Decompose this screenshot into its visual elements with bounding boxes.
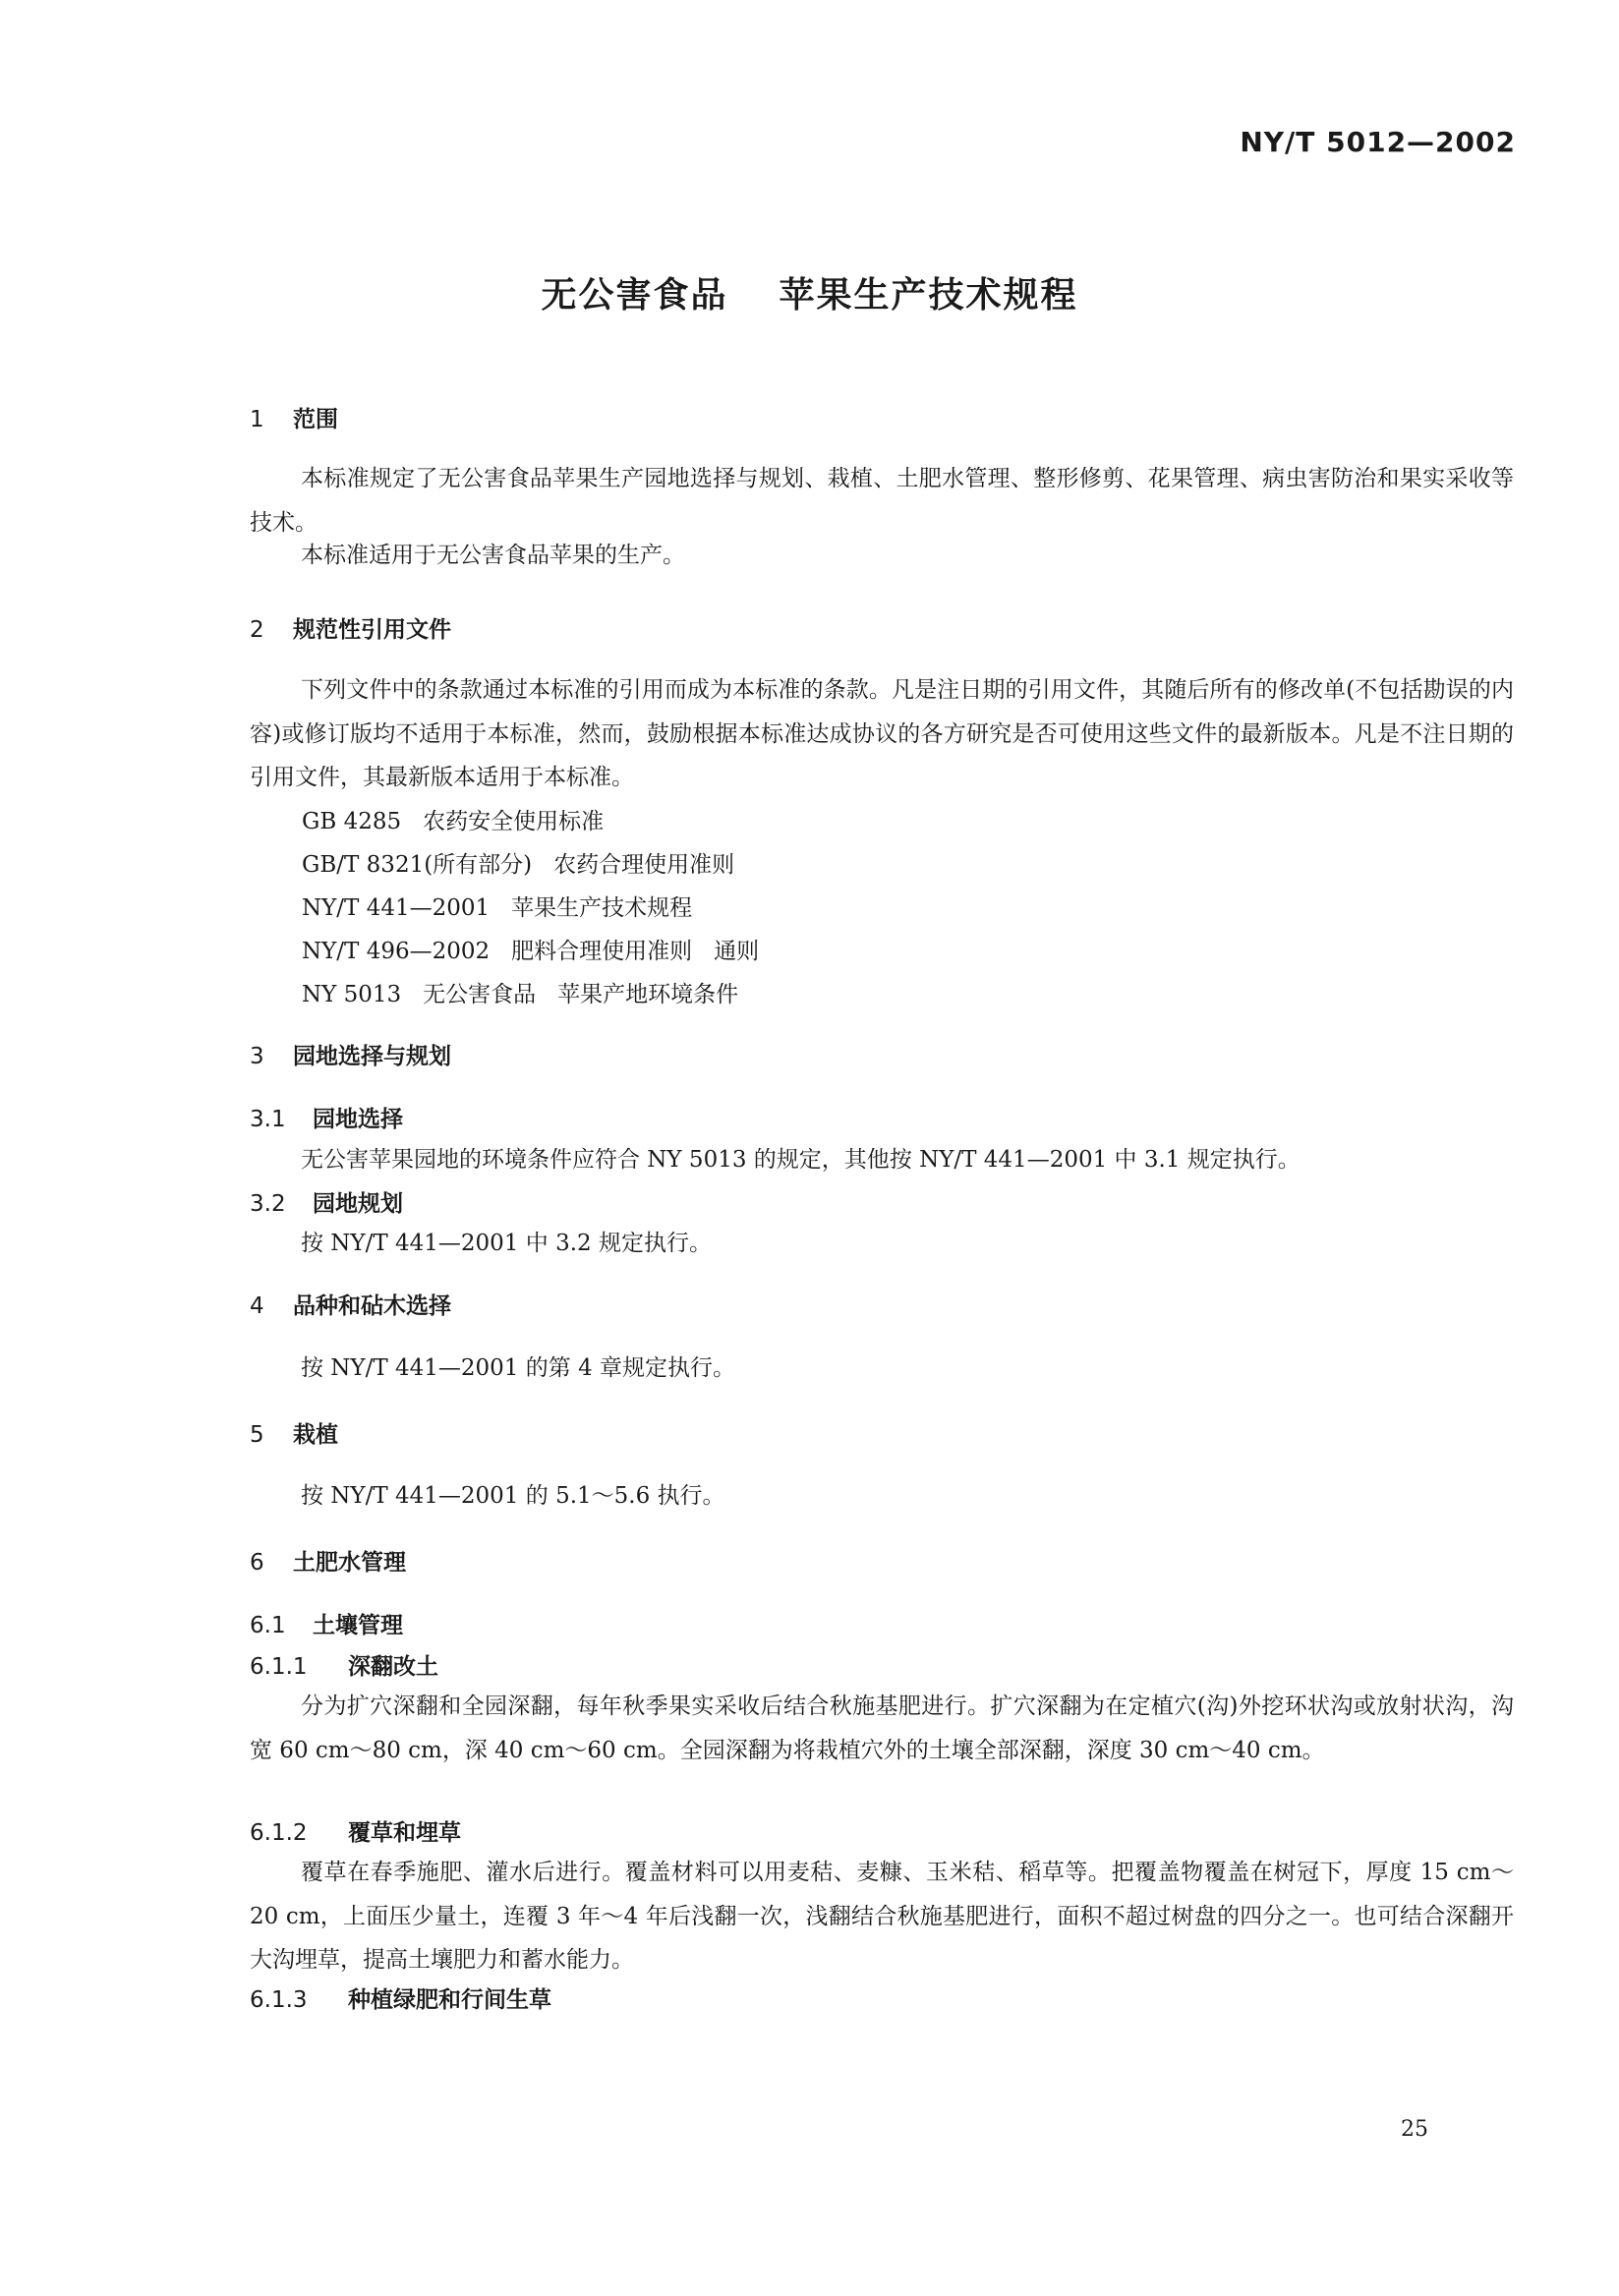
standard-number: NY/T 5012—2002 — [1240, 126, 1516, 158]
section-4-heading — [250, 1288, 451, 1320]
section-number: 1 — [250, 407, 264, 432]
section-5-paragraph: 按 NY/T 441—2001 的 5.1～5.6 执行。 — [301, 1483, 725, 1509]
section-title: 深翻改土 — [348, 1654, 438, 1680]
document-title — [0, 267, 1619, 317]
reference-code: NY 5013 — [302, 982, 402, 1007]
section-number: 6.1.1 — [250, 1654, 308, 1680]
section-title: 规范性引用文件 — [293, 617, 451, 643]
reference-title: 无公害食品 — [423, 982, 537, 1007]
section-title: 土壤管理 — [313, 1613, 403, 1638]
section-number: 6.1.2 — [250, 1820, 308, 1846]
title-part-1: 无公害食品 — [541, 275, 728, 316]
section-number: 4 — [250, 1293, 264, 1319]
section-5-heading — [250, 1416, 338, 1449]
reference-extra: 苹果产地环境条件 — [557, 982, 739, 1007]
section-3-2-paragraph: 按 NY/T 441—2001 中 3.2 规定执行。 — [301, 1231, 712, 1256]
reference-title: 农药安全使用标准 — [423, 809, 605, 834]
section-title: 园地选择 — [313, 1107, 403, 1132]
reference-item — [302, 890, 692, 922]
reference-item — [302, 846, 734, 879]
section-3-1-heading — [250, 1101, 403, 1133]
section-6-1-2-paragraph: 覆草在春季施肥、灌水后进行。覆盖材料可以用麦秸、麦糠、玉米秸、稻草等。把覆盖物覆盖在树冠下，厚度 15 cm～20 cm，上面压少量土，连覆 3 年～4 年后浅翻一次，浅翻结合秋施基肥进行，面积不超过树盘的四分之一。也可结合深翻开大沟埋草，提高土壤肥力和蓄水能力。 — [250, 1860, 1514, 1973]
section-6-heading — [250, 1544, 406, 1577]
section-number: 3.1 — [250, 1107, 286, 1132]
section-title: 园地选择与规划 — [293, 1044, 451, 1069]
section-title: 覆草和埋草 — [348, 1820, 461, 1846]
section-6-1-heading — [250, 1607, 403, 1639]
section-number: 3.2 — [250, 1191, 286, 1217]
section-1-paragraph-1: 本标准规定了无公害食品苹果生产园地选择与规划、栽植、土肥水管理、整形修剪、花果管理、病虫害防治和果实采收等技术。 — [250, 466, 1514, 536]
section-number: 5 — [250, 1422, 264, 1448]
reference-code: NY/T 496—2002 — [302, 939, 491, 964]
section-3-heading — [250, 1038, 451, 1070]
section-3-2-heading — [250, 1185, 403, 1218]
section-title: 栽植 — [293, 1422, 338, 1448]
section-number: 6.1.3 — [250, 1987, 308, 2013]
section-title: 园地规划 — [313, 1191, 403, 1217]
section-title: 范围 — [293, 407, 338, 432]
section-number: 3 — [250, 1044, 264, 1069]
reference-title: 苹果生产技术规程 — [511, 895, 693, 921]
reference-item — [302, 933, 759, 965]
section-number: 6 — [250, 1550, 264, 1576]
section-1-paragraph-2: 本标准适用于无公害食品苹果的生产。 — [301, 543, 685, 568]
section-6-1-1-paragraph: 分为扩穴深翻和全园深翻，每年秋季果实采收后结合秋施基肥进行。扩穴深翻为在定植穴(沟)外挖环状沟或放射状沟，沟宽 60 cm～80 cm，深 40 cm～60 cm。全园深翻为将栽植穴外的土壤全部深翻，深度 30 cm～40 cm。 — [250, 1693, 1514, 1763]
section-number: 6.1 — [250, 1613, 286, 1638]
section-1-heading — [250, 401, 338, 433]
reference-extra: 通则 — [714, 939, 760, 964]
reference-title: 肥料合理使用准则 — [511, 939, 693, 964]
section-3-1-paragraph: 无公害苹果园地的环境条件应符合 NY 5013 的规定，其他按 NY/T 441—2001 中 3.1 规定执行。 — [301, 1147, 1301, 1173]
reference-item — [302, 803, 604, 835]
page-number: 25 — [1401, 2117, 1428, 2142]
section-6-1-3-heading — [250, 1981, 551, 2014]
section-2-heading — [250, 611, 451, 644]
reference-item — [302, 976, 738, 1008]
section-6-1-1-heading — [250, 1648, 438, 1681]
section-6-1-2-heading — [250, 1814, 461, 1847]
section-title: 种植绿肥和行间生草 — [348, 1987, 551, 2013]
title-part-2: 苹果生产技术规程 — [779, 275, 1078, 316]
section-title: 品种和砧木选择 — [293, 1293, 451, 1319]
reference-title: 农药合理使用准则 — [553, 852, 735, 878]
section-2-paragraph: 下列文件中的条款通过本标准的引用而成为本标准的条款。凡是注日期的引用文件，其随后所有的修改单(不包括勘误的内容)或修订版均不适用于本标准，然而，鼓励根据本标准达成协议的各方研究是否可使用这些文件的最新版本。凡是不注日期的引用文件，其最新版本适用于本标准。 — [250, 677, 1514, 790]
section-4-paragraph: 按 NY/T 441—2001 的第 4 章规定执行。 — [301, 1355, 736, 1381]
section-number: 2 — [250, 617, 264, 643]
reference-code: GB/T 8321(所有部分) — [302, 852, 533, 878]
section-title: 土肥水管理 — [293, 1550, 406, 1576]
reference-code: GB 4285 — [302, 809, 402, 834]
reference-code: NY/T 441—2001 — [302, 895, 491, 921]
